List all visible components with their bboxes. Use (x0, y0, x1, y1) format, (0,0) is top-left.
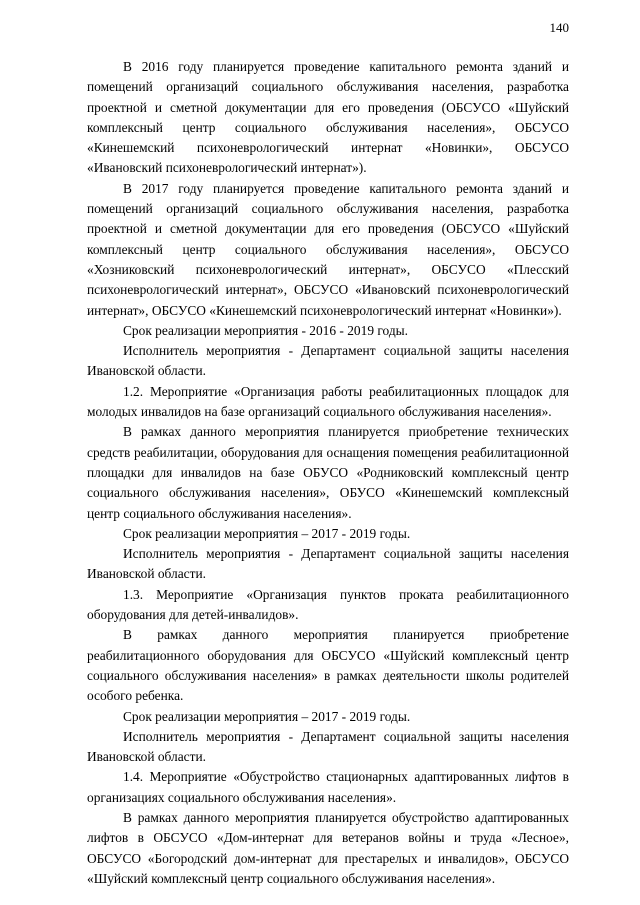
paragraph-executor-3: Исполнитель мероприятия - Департамент социальной защиты населения Ивановской области. (87, 728, 569, 765)
paragraph-measure-1-2: 1.2. Мероприятие «Организация работы реабилитационных площадок для молодых инвалидов на базе организаций социального обслуживания населения». (87, 383, 569, 420)
document-body (87, 57, 569, 889)
paragraph-term-3: Срок реализации мероприятия – 2017 - 2019 годы. (123, 708, 411, 724)
paragraph-repair-2017: В 2017 году планируется проведение капитального ремонта зданий и помещений организаций социального обслуживания населения, разработка проектной и сметной документации для его проведения (ОБСУСО «Шуйский комплексный центр социального обслуживания населения», ОБСУСО «Хозниковский психоневрологический интернат», ОБСУСО «Плесский психоневрологический интернат», ОБСУСО «Ивановский психоневрологический интернат», ОБСУСО «Кинешемский психоневрологический интернат «Новинки»). (87, 180, 569, 318)
page-number: 140 (549, 20, 569, 35)
paragraph-measure-1-4: 1.4. Мероприятие «Обустройство стационарных адаптированных лифтов в организациях социального обслуживания населения». (87, 769, 569, 805)
paragraph-executor-1: Исполнитель мероприятия - Департамент социальной защиты населения Ивановской области. (87, 343, 569, 379)
paragraph-term-2: Срок реализации мероприятия – 2017 - 2019 годы. (123, 525, 411, 541)
paragraph-executor-2: Исполнитель мероприятия - Департамент социальной защиты населения Ивановской области. (87, 546, 569, 582)
paragraph-measure-1-2-details: В рамках данного мероприятия планируется приобретение технических средств реабилитации, оборудования для оснащения помещения реабилитационной площадки для инвалидов на базе ОБУСО «Родниковский комплексный центр социального обслуживания населения», ОБУСО «Кинешемский комплексный центр социального обслуживания населения». (87, 424, 569, 521)
paragraph-repair-2016: В 2016 году планируется проведение капитального ремонта зданий и помещений организаций социального обслуживания населения, разработка проектной и сметной документации для его проведения (ОБСУСО «Шуйский комплексный центр социального обслуживания населения», ОБСУСО «Кинешемский психоневрологический интернат «Новинки», ОБСУСО «Ивановский психоневрологический интернат»). (87, 59, 569, 176)
paragraph-measure-1-3-details: В рамках данного мероприятия планируется приобретение реабилитационного оборудования для ОБСУСО «Шуйский комплексный центр социального обслуживания населения» в рамках деятельности школы родителей особого ребенка. (87, 627, 569, 704)
paragraph-measure-1-4-details: В рамках данного мероприятия планируется обустройство адаптированных лифтов в ОБСУСО «Дом-интернат для ветеранов войны и труда «Лесное», ОБСУСО «Богородский дом-интернат для престарелых и инвалидов», ОБСУСО «Шуйский комплексный центр социального обслуживания населения». (87, 809, 569, 886)
paragraph-measure-1-3: 1.3. Мероприятие «Организация пунктов проката реабилитационного оборудования для детей-инвалидов». (87, 586, 569, 623)
paragraph-term-1: Срок реализации мероприятия - 2016 - 2019 годы. (123, 322, 408, 338)
